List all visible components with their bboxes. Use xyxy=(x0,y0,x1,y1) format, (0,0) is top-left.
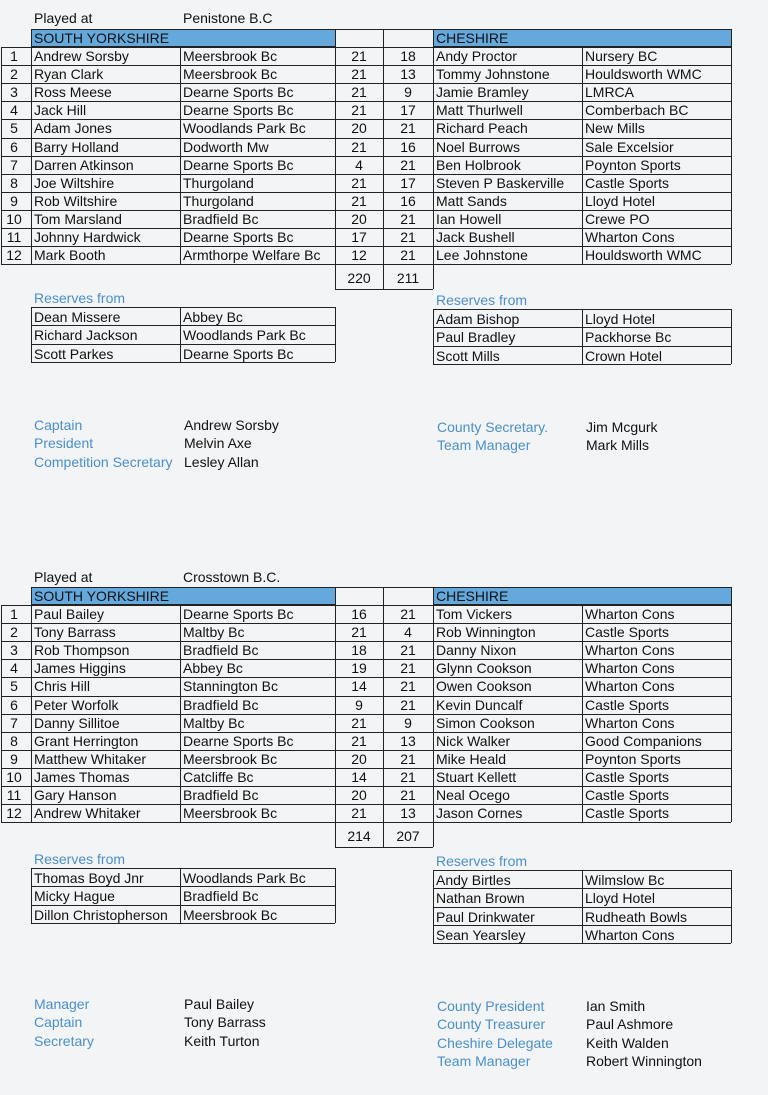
rink-number: 6 xyxy=(10,696,18,713)
rink-number: 11 xyxy=(6,229,22,245)
grid-line xyxy=(335,29,433,30)
away-score: 21 xyxy=(400,768,416,785)
grid-line xyxy=(335,307,336,362)
away-reserve-club: Crown Hotel xyxy=(585,347,663,364)
away-official-role: Team Manager xyxy=(437,1052,531,1069)
home-score: 21 xyxy=(351,84,367,101)
away-score: 13 xyxy=(400,805,416,822)
home-player-club: Armthorpe Welfare Bc xyxy=(183,247,321,264)
away-player-name: Richard Peach xyxy=(436,120,528,137)
home-score: 12 xyxy=(351,247,367,264)
home-score: 21 xyxy=(351,66,367,83)
away-player-club: New Mills xyxy=(585,120,645,137)
home-player-name: Jack Hill xyxy=(34,102,87,119)
away-score: 4 xyxy=(404,624,412,641)
grid-line xyxy=(31,29,335,30)
away-player-name: Andy Proctor xyxy=(436,48,517,64)
away-reserve-name: Paul Drinkwater xyxy=(436,908,535,925)
away-score: 21 xyxy=(400,660,416,677)
home-score: 20 xyxy=(351,120,367,137)
grid-line xyxy=(31,29,32,264)
away-score: 21 xyxy=(400,642,416,659)
home-reserve-club: Woodlands Park Bc xyxy=(183,327,306,344)
home-player-name: Gary Hanson xyxy=(34,787,117,803)
home-score: 4 xyxy=(355,156,363,173)
away-player-name: Neal Ocego xyxy=(436,787,510,803)
away-player-name: Tommy Johnstone xyxy=(436,66,550,83)
home-player-name: Rob Wiltshire xyxy=(34,192,118,209)
home-official-name: Tony Barrass xyxy=(184,1014,266,1031)
home-player-club: Meersbrook Bc xyxy=(183,750,278,767)
away-score: 13 xyxy=(400,732,416,749)
grid-line xyxy=(335,847,433,848)
away-player-name: Lee Johnstone xyxy=(436,247,528,264)
rink-number: 1 xyxy=(10,48,18,64)
grid-line xyxy=(1,605,731,606)
away-player-name: Matt Thurlwell xyxy=(436,102,523,119)
home-score: 21 xyxy=(351,138,367,155)
away-player-club: Crewe PO xyxy=(585,210,650,227)
home-player-club: Dearne Sports Bc xyxy=(183,102,294,119)
away-player-name: Ben Holbrook xyxy=(436,156,521,173)
away-reserve-club: Lloyd Hotel xyxy=(585,890,656,907)
grid-line xyxy=(335,29,336,264)
home-player-club: Maltby Bc xyxy=(183,624,245,641)
grid-line xyxy=(1,822,731,823)
home-reserve-name: Scott Parkes xyxy=(34,345,114,362)
home-player-name: James Higgins xyxy=(34,660,126,677)
rink-number: 8 xyxy=(10,732,18,749)
home-player-club: Thurgoland xyxy=(183,192,254,209)
home-official-role: Captain xyxy=(34,417,83,433)
home-reserves-label: Reserves from xyxy=(34,851,126,867)
grid-line xyxy=(582,605,583,822)
grid-line xyxy=(383,29,384,264)
home-reserve-club: Dearne Sports Bc xyxy=(183,345,294,362)
home-player-name: Tom Marsland xyxy=(34,210,122,227)
rink-number: 8 xyxy=(10,174,18,191)
away-official-name: Robert Winnington xyxy=(586,1052,702,1069)
home-player-club: Thurgoland xyxy=(183,174,254,191)
away-score: 17 xyxy=(400,102,416,119)
home-score: 20 xyxy=(351,787,367,803)
away-reserve-name: Sean Yearsley xyxy=(436,926,526,943)
away-score: 21 xyxy=(400,229,416,245)
home-player-club: Bradfield Bc xyxy=(183,696,259,713)
away-player-club: Sale Excelsior xyxy=(585,138,674,155)
grid-line xyxy=(433,29,434,264)
away-score: 18 xyxy=(400,48,416,64)
venue-name: Penistone B.C xyxy=(183,10,273,26)
played-at-label: Played at xyxy=(34,10,93,26)
away-score: 21 xyxy=(400,606,416,622)
home-score: 20 xyxy=(351,210,367,227)
away-reserve-club: Lloyd Hotel xyxy=(585,311,656,327)
away-reserve-club: Packhorse Bc xyxy=(585,329,672,346)
rink-number: 5 xyxy=(10,120,18,137)
away-reserves-label: Reserves from xyxy=(436,292,528,308)
rink-number: 4 xyxy=(10,660,18,677)
away-player-club: Wharton Cons xyxy=(585,606,675,622)
away-player-club: Castle Sports xyxy=(585,787,670,803)
home-player-name: Rob Thompson xyxy=(34,642,130,659)
away-player-club: Houldsworth WMC xyxy=(585,247,702,264)
away-player-name: Noel Burrows xyxy=(436,138,521,155)
home-player-name: Mark Booth xyxy=(34,247,106,264)
away-player-name: Danny Nixon xyxy=(436,642,517,659)
home-reserve-name: Dean Missere xyxy=(34,309,121,325)
away-reserve-name: Andy Birtles xyxy=(436,872,511,888)
grid-line xyxy=(433,264,434,289)
home-score: 9 xyxy=(355,696,363,713)
away-player-club: Nursery BC xyxy=(585,48,658,64)
home-score: 21 xyxy=(351,624,367,641)
home-player-club: Meersbrook Bc xyxy=(183,48,278,64)
home-player-club: Dearne Sports Bc xyxy=(183,732,294,749)
away-player-club: Comberbach BC xyxy=(585,102,689,119)
home-score: 19 xyxy=(351,660,367,677)
home-player-name: Matthew Whitaker xyxy=(34,750,147,767)
rink-number: 12 xyxy=(6,805,22,822)
home-player-name: Andrew Sorsby xyxy=(34,48,129,64)
home-score: 21 xyxy=(351,174,367,191)
home-player-name: Johnny Hardwick xyxy=(34,229,141,245)
home-reserve-name: Dillon Christopherson xyxy=(34,906,168,923)
grid-line xyxy=(31,587,32,822)
grid-line xyxy=(433,587,731,588)
away-player-name: Steven P Baskerville xyxy=(436,174,565,191)
home-player-club: Dearne Sports Bc xyxy=(183,156,294,173)
home-player-name: Paul Bailey xyxy=(34,606,105,622)
away-player-club: Castle Sports xyxy=(585,768,670,785)
away-score: 9 xyxy=(404,714,412,731)
grid-line xyxy=(335,289,433,290)
away-score: 21 xyxy=(400,247,416,264)
away-official-role: County President xyxy=(437,998,545,1014)
home-score: 21 xyxy=(351,102,367,119)
home-official-name: Paul Bailey xyxy=(184,996,255,1012)
away-player-name: Ian Howell xyxy=(436,210,502,227)
rink-number: 9 xyxy=(10,192,18,209)
home-player-club: Meersbrook Bc xyxy=(183,805,278,822)
grid-line xyxy=(433,822,434,847)
away-score: 21 xyxy=(400,210,416,227)
rink-number: 7 xyxy=(10,156,18,173)
home-official-name: Keith Turton xyxy=(184,1032,260,1049)
grid-line xyxy=(335,868,336,923)
away-score: 16 xyxy=(400,138,416,155)
home-player-club: Woodlands Park Bc xyxy=(183,120,306,137)
home-score: 21 xyxy=(351,714,367,731)
away-score: 21 xyxy=(400,120,416,137)
away-score: 16 xyxy=(400,192,416,209)
home-score: 14 xyxy=(351,678,367,695)
home-reserve-name: Richard Jackson xyxy=(34,327,138,344)
away-team-name: CHESHIRE xyxy=(436,588,509,604)
away-official-role: County Secretary. xyxy=(437,419,549,435)
rink-number: 9 xyxy=(10,750,18,767)
home-player-club: Bradfield Bc xyxy=(183,210,259,227)
grid-line xyxy=(1,47,731,48)
home-player-name: Barry Holland xyxy=(34,138,119,155)
home-player-club: Bradfield Bc xyxy=(183,787,259,803)
away-player-name: Mike Heald xyxy=(436,750,507,767)
away-official-name: Jim Mcgurk xyxy=(586,419,658,435)
home-reserves-label: Reserves from xyxy=(34,290,126,306)
grid-line xyxy=(433,29,731,30)
away-reserve-club: Wharton Cons xyxy=(585,926,675,943)
home-total-score: 220 xyxy=(347,270,371,287)
rink-number: 3 xyxy=(10,642,18,659)
grid-line xyxy=(731,309,732,364)
away-score: 17 xyxy=(400,174,416,191)
away-player-club: Houldsworth WMC xyxy=(585,66,702,83)
home-score: 21 xyxy=(351,732,367,749)
away-player-club: Wharton Cons xyxy=(585,642,675,659)
home-official-name: Melvin Axe xyxy=(184,435,252,452)
rink-number: 5 xyxy=(10,678,18,695)
home-player-name: Danny Sillitoe xyxy=(34,714,120,731)
away-player-club: Castle Sports xyxy=(585,805,670,822)
home-official-role: Manager xyxy=(34,996,90,1012)
away-official-role: County Treasurer xyxy=(437,1016,546,1033)
away-player-name: Jack Bushell xyxy=(436,229,515,245)
grid-line xyxy=(335,587,336,822)
away-score: 9 xyxy=(404,84,412,101)
home-player-club: Dodworth Mw xyxy=(183,138,269,155)
away-player-name: Owen Cookson xyxy=(436,678,532,695)
rink-number: 10 xyxy=(6,210,22,227)
grid-line xyxy=(582,47,583,264)
away-player-club: Castle Sports xyxy=(585,624,670,641)
rink-number: 7 xyxy=(10,714,18,731)
grid-line xyxy=(731,29,732,264)
grid-line xyxy=(180,605,181,822)
played-at-label: Played at xyxy=(34,569,93,585)
home-official-role: President xyxy=(34,435,94,452)
away-player-club: Wharton Cons xyxy=(585,714,675,731)
grid-line xyxy=(335,587,433,588)
home-reserve-name: Micky Hague xyxy=(34,888,115,905)
home-reserve-club: Woodlands Park Bc xyxy=(183,870,306,886)
home-player-club: Stannington Bc xyxy=(183,678,278,695)
home-reserve-club: Bradfield Bc xyxy=(183,888,259,905)
away-player-name: Simon Cookson xyxy=(436,714,535,731)
home-score: 21 xyxy=(351,192,367,209)
away-reserve-name: Paul Bradley xyxy=(436,329,516,346)
home-player-club: Catcliffe Bc xyxy=(183,768,254,785)
home-player-club: Maltby Bc xyxy=(183,714,245,731)
away-team-name: CHESHIRE xyxy=(436,30,509,46)
home-player-club: Dearne Sports Bc xyxy=(183,84,294,101)
rink-number: 6 xyxy=(10,138,18,155)
home-player-club: Meersbrook Bc xyxy=(183,66,278,83)
away-score: 21 xyxy=(400,750,416,767)
away-player-club: Wharton Cons xyxy=(585,660,675,677)
home-player-club: Bradfield Bc xyxy=(183,642,259,659)
away-player-name: Tom Vickers xyxy=(436,606,512,622)
home-reserve-name: Thomas Boyd Jnr xyxy=(34,870,144,886)
home-player-name: James Thomas xyxy=(34,768,130,785)
home-player-name: Joe Wiltshire xyxy=(34,174,115,191)
home-player-name: Ryan Clark xyxy=(34,66,104,83)
venue-name: Crosstown B.C. xyxy=(183,569,281,585)
away-score: 21 xyxy=(400,156,416,173)
home-team-name: SOUTH YORKSHIRE xyxy=(34,588,170,604)
grid-line xyxy=(1,47,2,264)
rink-number: 4 xyxy=(10,102,18,119)
away-player-name: Nick Walker xyxy=(436,732,511,749)
home-player-name: Adam Jones xyxy=(34,120,112,137)
away-reserve-club: Wilmslow Bc xyxy=(585,872,665,888)
grid-line xyxy=(383,587,384,822)
home-player-name: Darren Atkinson xyxy=(34,156,134,173)
home-score: 18 xyxy=(351,642,367,659)
away-score: 13 xyxy=(400,66,416,83)
home-official-role: Captain xyxy=(34,1014,83,1031)
rink-number: 11 xyxy=(6,787,22,803)
away-reserves-label: Reserves from xyxy=(436,853,528,869)
away-official-name: Keith Walden xyxy=(586,1034,669,1051)
away-player-club: Castle Sports xyxy=(585,696,670,713)
home-official-name: Lesley Allan xyxy=(184,453,259,470)
away-player-name: Jamie Bramley xyxy=(436,84,529,101)
home-score: 16 xyxy=(351,606,367,622)
away-score: 21 xyxy=(400,678,416,695)
away-player-club: Wharton Cons xyxy=(585,678,675,695)
home-reserve-club: Meersbrook Bc xyxy=(183,906,278,923)
home-team-name: SOUTH YORKSHIRE xyxy=(34,30,170,46)
away-official-role: Cheshire Delegate xyxy=(437,1034,553,1051)
away-player-name: Matt Sands xyxy=(436,192,507,209)
rink-number: 2 xyxy=(10,66,18,83)
rink-number: 12 xyxy=(6,247,22,264)
grid-line xyxy=(433,587,434,822)
home-score: 14 xyxy=(351,768,367,785)
home-player-name: Andrew Whitaker xyxy=(34,805,141,822)
home-score: 21 xyxy=(351,805,367,822)
away-official-name: Ian Smith xyxy=(586,998,646,1014)
away-reserve-name: Scott Mills xyxy=(436,347,500,364)
home-score: 17 xyxy=(351,229,367,245)
home-player-club: Abbey Bc xyxy=(183,660,243,677)
home-total-score: 214 xyxy=(347,828,371,845)
away-player-name: Glynn Cookson xyxy=(436,660,532,677)
home-player-name: Chris Hill xyxy=(34,678,90,695)
away-player-name: Kevin Duncalf xyxy=(436,696,523,713)
grid-line xyxy=(1,605,2,822)
away-player-club: Wharton Cons xyxy=(585,229,675,245)
away-player-name: Jason Cornes xyxy=(436,805,523,822)
rink-number: 1 xyxy=(10,606,18,622)
grid-line xyxy=(31,587,335,588)
away-reserve-name: Nathan Brown xyxy=(436,890,525,907)
home-reserve-club: Abbey Bc xyxy=(183,309,243,325)
away-player-club: Lloyd Hotel xyxy=(585,192,656,209)
away-score: 21 xyxy=(400,787,416,803)
away-official-name: Mark Mills xyxy=(586,437,649,454)
away-reserve-name: Adam Bishop xyxy=(436,311,520,327)
away-player-club: LMRCA xyxy=(585,84,635,101)
away-official-name: Paul Ashmore xyxy=(586,1016,674,1033)
away-player-name: Stuart Kellett xyxy=(436,768,517,785)
away-player-name: Rob Winnington xyxy=(436,624,536,641)
away-player-club: Poynton Sports xyxy=(585,156,681,173)
home-player-name: Peter Worfolk xyxy=(34,696,119,713)
away-player-club: Poynton Sports xyxy=(585,750,681,767)
home-score: 20 xyxy=(351,750,367,767)
grid-line xyxy=(180,47,181,264)
home-official-role: Competition Secretary xyxy=(34,453,173,470)
away-player-club: Castle Sports xyxy=(585,174,670,191)
home-player-club: Dearne Sports Bc xyxy=(183,606,294,622)
away-reserve-club: Rudheath Bowls xyxy=(585,908,687,925)
grid-line xyxy=(731,587,732,822)
away-official-role: Team Manager xyxy=(437,437,531,454)
away-total-score: 207 xyxy=(396,828,420,845)
home-player-name: Grant Herrington xyxy=(34,732,139,749)
away-score: 21 xyxy=(400,696,416,713)
away-player-club: Good Companions xyxy=(585,732,702,749)
home-score: 21 xyxy=(351,48,367,64)
grid-line xyxy=(731,870,732,943)
rink-number: 10 xyxy=(6,768,22,785)
home-player-name: Ross Meese xyxy=(34,84,112,101)
rink-number: 2 xyxy=(10,624,18,641)
home-player-club: Dearne Sports Bc xyxy=(183,229,294,245)
home-official-role: Secretary xyxy=(34,1032,94,1049)
home-official-name: Andrew Sorsby xyxy=(184,417,279,433)
home-player-name: Tony Barrass xyxy=(34,624,116,641)
away-total-score: 211 xyxy=(396,270,420,287)
rink-number: 3 xyxy=(10,84,18,101)
grid-line xyxy=(1,264,731,265)
